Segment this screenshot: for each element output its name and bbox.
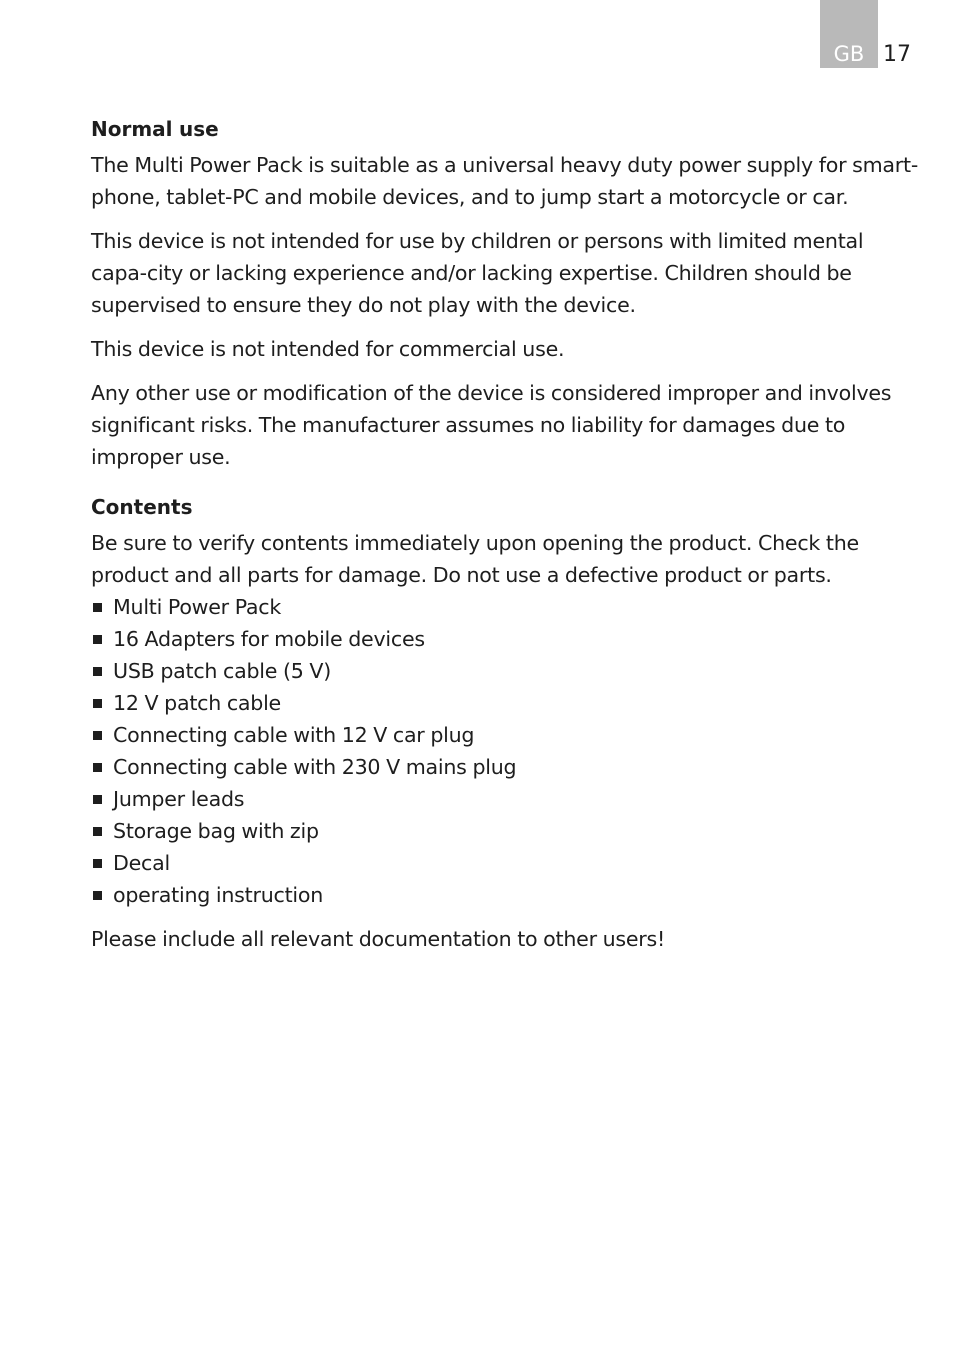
language-tab-label: GB [833,42,865,66]
list-item [91,783,921,815]
list-item-label: operating instruction [113,883,324,907]
list-item-label: Storage bag with zip [113,819,319,843]
language-tab [820,0,878,68]
paragraph-improper-use: Any other use or modification of the device is considered improper and involves significant risks. The manufacturer assumes no liability for damages due to improper use. [91,381,892,469]
paragraph-contents-intro: Be sure to verify contents immediately upon opening the product. Check the product and all parts for damage. Do not use a defective product or parts. [91,531,859,587]
list-item-label: Jumper leads [113,787,245,811]
list-item-label: Connecting cable with 230 V mains plug [113,755,517,779]
list-item-label: 12 V patch cable [113,691,281,715]
list-item-label: Multi Power Pack [113,595,282,619]
page-content [91,114,921,967]
list-item-label: Decal [113,851,170,875]
page-number: 17 [883,42,911,67]
bullet-square-icon [93,731,102,740]
bullet-square-icon [93,859,102,868]
bullet-square-icon [93,667,102,676]
list-item [91,623,921,655]
paragraph-intended-use: The Multi Power Pack is suitable as a universal heavy duty power supply for smart-phone, tablet-PC and mobile devices, and to jump start a motorcycle or car. [91,153,918,209]
list-item [91,815,921,847]
bullet-square-icon [93,635,102,644]
list-item [91,687,921,719]
heading-contents: Contents [91,495,193,519]
list-item [91,655,921,687]
heading-normal-use: Normal use [91,117,219,141]
bullet-square-icon [93,603,102,612]
bullet-square-icon [93,763,102,772]
bullet-square-icon [93,699,102,708]
list-item-label: 16 Adapters for mobile devices [113,627,425,651]
list-item-label: Connecting cable with 12 V car plug [113,723,475,747]
paragraph-commercial-use: This device is not intended for commercial use. [91,337,565,361]
list-item [91,719,921,751]
contents-list [91,591,921,911]
list-item [91,847,921,879]
list-item [91,591,921,623]
paragraph-closing-note: Please include all relevant documentation to other users! [91,927,665,951]
list-item-label: USB patch cable (5 V) [113,659,332,683]
bullet-square-icon [93,891,102,900]
paragraph-children-warning: This device is not intended for use by children or persons with limited mental capa-city or lacking experience and/or lacking expertise. Children should be supervised to ensure they do not play with the device. [91,229,864,317]
list-item [91,879,921,911]
bullet-square-icon [93,827,102,836]
bullet-square-icon [93,795,102,804]
list-item [91,751,921,783]
